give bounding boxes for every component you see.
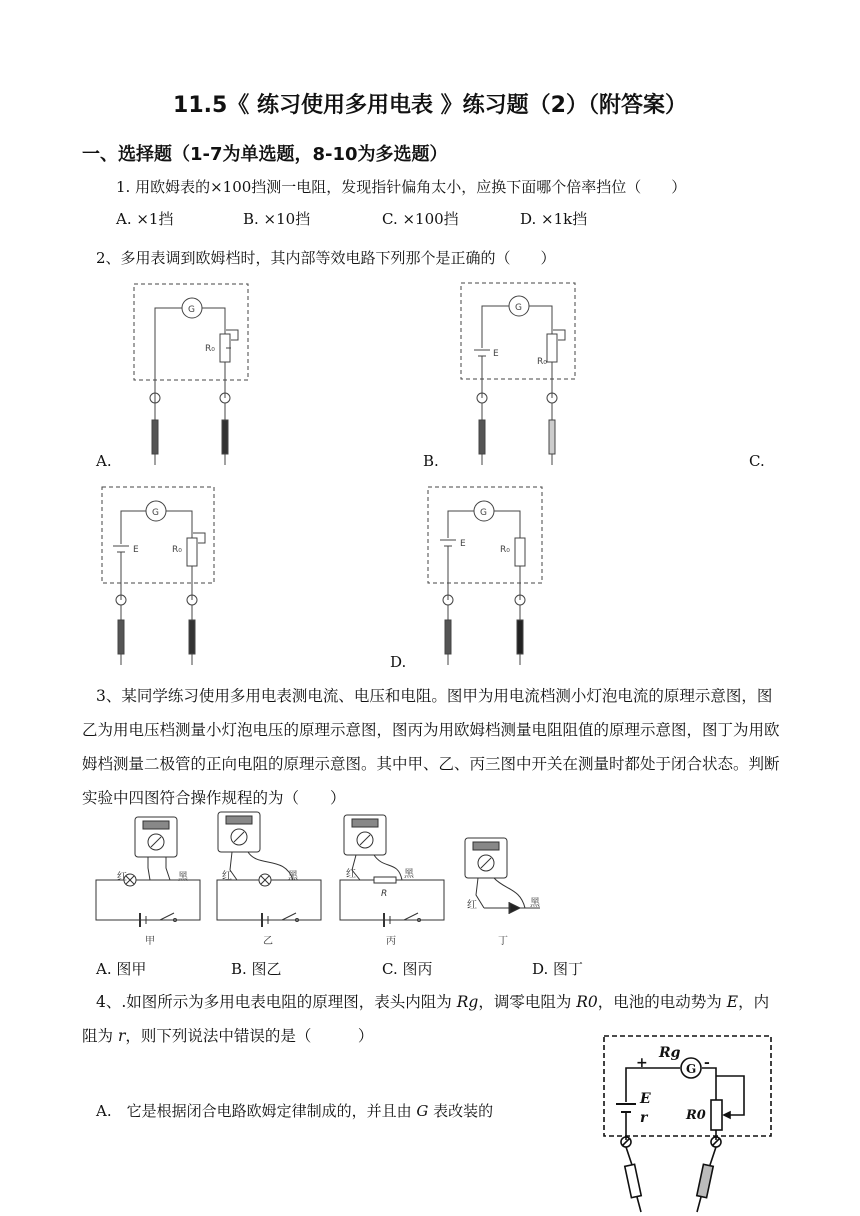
q2-d-meter-label: G [480, 508, 487, 518]
q4-r0-symbol: R0 [576, 993, 598, 1011]
q2-b-battery-label: E [493, 349, 499, 359]
q3-option-a: A. 图甲 [96, 960, 147, 978]
q4-option-a: A. 它是根据闭合电路欧姆定律制成的，并且由 G 表改装的 [96, 1102, 494, 1120]
q3-jia-red: 红 [117, 872, 127, 883]
q4-fig-plus: + [636, 1055, 648, 1071]
q3-bing-resistor: R [381, 889, 388, 899]
q4-fig-rg-label: Rg [659, 1045, 681, 1061]
section-heading: 一、选择题（1-7为单选题，8-10为多选题） [82, 144, 448, 165]
page-title: 11.5《 练习使用多用电表 》练习题（2）（附答案） [173, 93, 687, 118]
q3-ding-black: 黑 [530, 898, 540, 909]
q4-rg-symbol: Rg [456, 993, 479, 1011]
q2-b-resistor-label: R₀ [537, 357, 547, 367]
q3-option-c: C. 图丙 [382, 960, 433, 978]
q2-b-meter-label: G [515, 303, 522, 313]
q2-label-c: C. [749, 452, 765, 470]
q2-c-resistor-label: R₀ [172, 545, 182, 555]
q3-jia-black: 黑 [178, 872, 188, 883]
q3-bing-red: 红 [346, 869, 356, 880]
q1-option-d: D. ×1k挡 [520, 210, 588, 228]
q4-fig-e-label: E [640, 1091, 651, 1107]
q4-fig-r-label: r [640, 1110, 648, 1126]
q2-c-meter-label: G [152, 508, 159, 518]
q3-caption-bing: 丙 [386, 936, 396, 947]
q4-fig-minus: - [704, 1055, 710, 1071]
q3-ding-red: 红 [467, 900, 477, 911]
q3-yi-red: 红 [222, 871, 232, 882]
q4-e-symbol: E [726, 993, 739, 1011]
q1-option-c: C. ×100挡 [382, 210, 459, 228]
q1-option-a: A. ×1挡 [116, 210, 174, 228]
q2-d-resistor-label: R₀ [500, 545, 510, 555]
q3-option-b: B. 图乙 [231, 960, 282, 978]
q3-caption-ding: 丁 [498, 936, 508, 947]
q2-label-a: A. [96, 452, 112, 470]
q4-stem: 4、.如图所示为多用电表电阻的原理图，表头内阻为 Rg，调零电阻为 R0，电池的电动势为 E，内阻为 r，则下列说法中错误的是（ ） [82, 993, 770, 1045]
q3-stem: 3、某同学练习使用多用电表测电流、电压和电阻。图甲为用电流档测小灯泡电流的原理示意图，图乙为用电压档测量小灯泡电压的原理示意图，图丙为用欧姆档测量电阻阻值的原理示意图，图丁为用欧姆档测量二极管的正向电阻的原理示意图。其中甲、乙、丙三图中开关在测量时都处于闭合状态。判断实验中四图符合操作规程的为（ ） [82, 687, 780, 807]
q2-stem: 2、多用表调到欧姆档时，其内部等效电路下列那个是正确的（ ） [96, 249, 556, 267]
q3-option-d: D. 图丁 [532, 960, 584, 978]
q1-stem: 1. 用欧姆表的×100挡测一电阻，发现指针偏角太小，应换下面哪个倍率挡位（ ） [116, 178, 687, 196]
q2-a-meter-label: G [188, 305, 195, 315]
q2-c-battery-label: E [133, 545, 139, 555]
q3-caption-jia: 甲 [145, 936, 155, 947]
q3-caption-yi: 乙 [263, 936, 273, 947]
q1-option-b: B. ×10挡 [243, 210, 311, 228]
q4-fig-r0-label: R0 [686, 1108, 706, 1123]
q2-label-d: D. [390, 653, 407, 671]
q3-bing-black: 黑 [404, 869, 414, 880]
q2-d-battery-label: E [460, 539, 466, 549]
q2-a-resistor-label: R₀ [205, 344, 215, 354]
q4-r-symbol: r [117, 1027, 126, 1045]
q4-fig-g-label: G [686, 1062, 697, 1076]
q3-yi-black: 黑 [288, 871, 298, 882]
q2-label-b: B. [423, 452, 439, 470]
